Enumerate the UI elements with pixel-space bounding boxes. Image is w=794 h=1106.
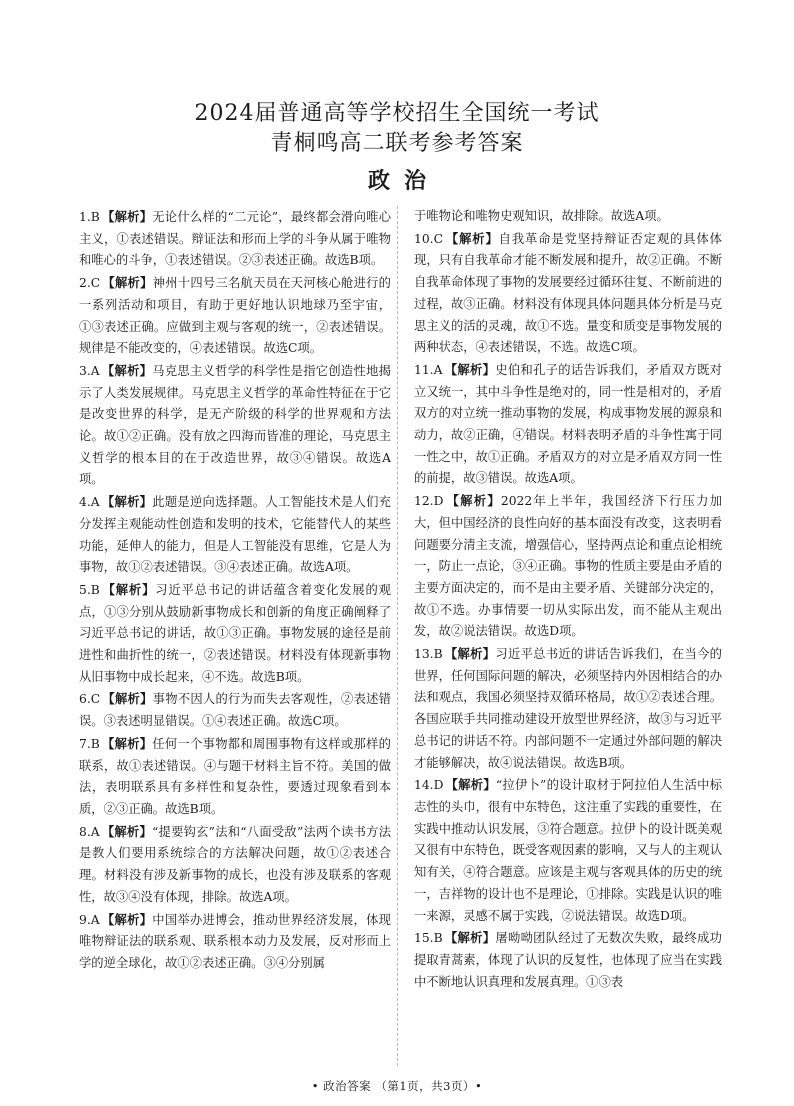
answer-letter: B	[433, 931, 443, 946]
analysis-text: 此题是逆向选择题。人工智能技术是人们充分发挥主观能动性创造和发明的技术，它能替代人的某些功能，延伸人的能力，但是人工智能没有思维，它是人为事物，故①②表述错误。③④表述正确。故选A项。	[79, 495, 391, 575]
analysis-text: “拉伊卜”的设计取材于阿拉伯人生活中标志性的头巾，很有中东特色，这注重了实践的重要性，在实践中推动认识发展，③符合题意。拉伊卜的设计既美观又很有中东特色，既受客观因素的影响，又与人的主观认知有关，④符合题意。应该是主观与客观具体的历史的统一，吉祥物的设计也不是理论，①排除。实践是认识的唯一来源，灵感不属于实践，②说法错误。故选D项。	[414, 778, 722, 923]
analysis-text: 任何一个事物都和周围事物有这样或那样的联系，故①表述错误。④与题干材料主旨不符。美国的做法，表明联系具有多样性和复杂性，要透过现象看到本质，②③正确。故选B项。	[79, 736, 391, 816]
answer-number: 11.	[414, 362, 434, 377]
answer-letter: C	[90, 276, 101, 291]
answer-number: 10.	[414, 231, 434, 246]
answer-letter: A	[90, 912, 100, 927]
answer-letter: A	[90, 363, 100, 378]
answer-number: 6.	[79, 692, 91, 707]
answer-item	[79, 909, 391, 975]
answer-number: 12.	[414, 494, 434, 509]
analysis-text: 自我革命是党坚持辩证否定观的具体体现，只有自我革命才能不断发展和提升，故②正确。不断自我革命体现了事物的发展要经过循环往复、不断前进的过程，故③正确。材料没有体现具体问题具体分析是马克思主义的活的灵魂，故①不选。量变和质变是事物发展的两种状态，④表述错误，不选。故选C项。	[414, 231, 722, 355]
answer-item	[414, 490, 722, 643]
answer-letter: D	[433, 778, 444, 793]
answer-number: 1.	[79, 210, 91, 224]
answer-letter: B	[90, 210, 100, 224]
analysis-text: 史伯和孔子的话告诉我们，矛盾双方既对立又统一，其中斗争性是绝对的，同一性是相对的，矛盾双方的对立统一推动事物的发展，构成事物发展的源泉和动力，故②正确，④错误。材料表明矛盾的斗争性寓于同一性之中，故①正确。矛盾双方的对立是矛盾双方同一性的前提，故③错误。故选A项。	[414, 362, 722, 486]
answer-letter: D	[433, 494, 444, 509]
analysis-text: 无论什么样的“二元论”，最终都会滑向唯心主义，①表述错误。辩证法和形而上学的斗争从属于唯物和唯心的斗争，①表述错误。②③表述正确。故选B项。	[79, 210, 391, 268]
answer-letter: B	[433, 647, 443, 662]
analysis-text: 习近平总书近的讲话告诉我们，在当今的世界，任何国际问题的解决，必须坚持内外因相结合的办法和观点，我国必须坚持双循环格局，故①②表述合理。各国应联手共同推动建设开放型世界经济，故③与习近平总书记的讲话不符。内部问题不一定通过外部问题的解决才能够解决，故④说法错误。故选B项。	[414, 647, 722, 770]
analysis-tag: 【解析】	[101, 362, 153, 378]
right-column	[414, 206, 722, 993]
analysis-tag: 【解析】	[101, 823, 153, 839]
exam-title: 2024届普通高等学校招生全国统一考试	[194, 101, 600, 126]
analysis-text: 屠呦呦团队经过了无数次失败，最终成功提取青蒿素，体现了认识的反复性，也体现了应当在实践中不断地认识真理和发展真理。①③表	[414, 931, 722, 989]
analysis-text: 马克思主义哲学的科学性是指它创造性地揭示了人类发展规律。马克思主义哲学的革命性特征在于它是改变世界的科学，是无产阶级的科学的世界观和方法论。故①②正确。没有放之四海而皆准的理论，马克思主义哲学的根本目的在于改造世界，故③④错误。故选A项。	[79, 363, 391, 487]
document-header	[0, 100, 794, 196]
answer-number: 9.	[79, 912, 91, 927]
answer-letter: A	[90, 824, 100, 839]
answer-number: 15.	[414, 931, 434, 946]
answer-letter: A	[433, 362, 443, 377]
analysis-tag: 【解析】	[445, 777, 496, 793]
answer-item	[414, 774, 722, 927]
answer-number: 2.	[79, 276, 91, 291]
answer-item	[79, 206, 391, 272]
answer-item	[414, 228, 722, 359]
analysis-tag: 【解析】	[444, 230, 499, 246]
analysis-text: 习近平总书记的讲话蕴含着变化发展的观点，①③分别从鼓励新事物成长和创新的角度正确阐释了习近平总书记的讲话，故①③正确。事物发展的途径是前进性和曲折性的统一，②表述错误。材料没有体现新事物从旧事物中成长起来，④不选。故选B项。	[79, 582, 391, 684]
answer-item	[414, 643, 722, 774]
analysis-tag: 【解析】	[444, 361, 496, 377]
answer-item	[79, 272, 391, 360]
answer-item	[79, 360, 391, 491]
analysis-tag: 【解析】	[445, 493, 501, 509]
analysis-tag: 【解析】	[444, 930, 496, 946]
answer-item	[414, 927, 722, 993]
answer-number: 13.	[414, 647, 434, 662]
answer-number: 7.	[79, 736, 91, 751]
answer-number: 3.	[79, 363, 91, 378]
answer-item	[79, 579, 391, 689]
answer-item	[79, 733, 391, 821]
answer-number: 8.	[79, 824, 91, 839]
analysis-tag: 【解析】	[101, 209, 153, 224]
analysis-tag: 【解析】	[101, 494, 153, 510]
analysis-tag: 【解析】	[102, 691, 153, 707]
analysis-tag: 【解析】	[444, 646, 496, 662]
left-column	[79, 206, 391, 975]
analysis-text: 中国举办进博会，推动世界经济发展，体现唯物辩证法的联系观、联系根本动力及发展，反对形而上学的逆全球化，故①②表述正确。③④分别属	[79, 912, 391, 970]
answer-item	[414, 359, 722, 490]
analysis-tag: 【解析】	[102, 275, 153, 291]
analysis-tag: 【解析】	[101, 735, 153, 751]
page-footer: • 政治答案 （第1页，共3页）•	[311, 1079, 483, 1093]
answer-number: 4.	[79, 495, 91, 510]
analysis-tag: 【解析】	[101, 581, 156, 597]
answer-item	[79, 821, 391, 909]
analysis-text: 2022年上半年，我国经济下行压力加大，但中国经济的良性向好的基本面没有改变，这表明看问题要分清主支流，增强信心，坚持两点论和重点论相统一，防止一点论，③④正确。事物的性质主要是由矛盾的主要方面决定的，而不是由主要矛盾、关键部分决定的，故①不选。办事情要一切从实际出发，而不能从主观出发，故②说法错误。故选D项。	[414, 494, 722, 639]
exam-subtitle: 青桐鸣高二联考参考答案	[270, 131, 524, 156]
continued-text: 于唯物论和唯物史观知识，故排除。故选A项。	[414, 209, 669, 223]
answer-letter: C	[90, 692, 101, 707]
answer-number: 5.	[79, 582, 91, 597]
answer-letter: B	[90, 736, 100, 751]
answer-number: 14.	[414, 778, 434, 793]
column-divider	[397, 206, 398, 1066]
answer-letter: C	[433, 231, 443, 246]
answer-item	[79, 491, 391, 579]
answer-item	[79, 688, 391, 732]
analysis-text: “提要钩玄”法和“八面受敌”法两个读书方法是教人们要用系统综合的方法解决问题，故①②表述合理。材料没有涉及新事物的成长，也没有涉及联系的客观性，故③④没有体现，排除。故选A项。	[79, 824, 391, 904]
analysis-text: 事物不因人的行为而失去客观性，②表述错误。③表述明显错误。①④表述正确。故选C项。	[79, 692, 391, 729]
analysis-tag: 【解析】	[101, 911, 153, 927]
analysis-text: 神州十四号三名航天员在天河核心舱进行的一系列活动和项目，有助于更好地认识地球乃至宇宙，①③表述正确。应做到主观与客观的统一，②表述错误。规律是不能改变的，④表述错误。故选C项。	[79, 276, 391, 356]
right-items	[414, 228, 722, 994]
subject-title: 政治	[367, 168, 440, 194]
answer-letter: A	[90, 495, 100, 510]
answer-letter: B	[90, 582, 100, 597]
